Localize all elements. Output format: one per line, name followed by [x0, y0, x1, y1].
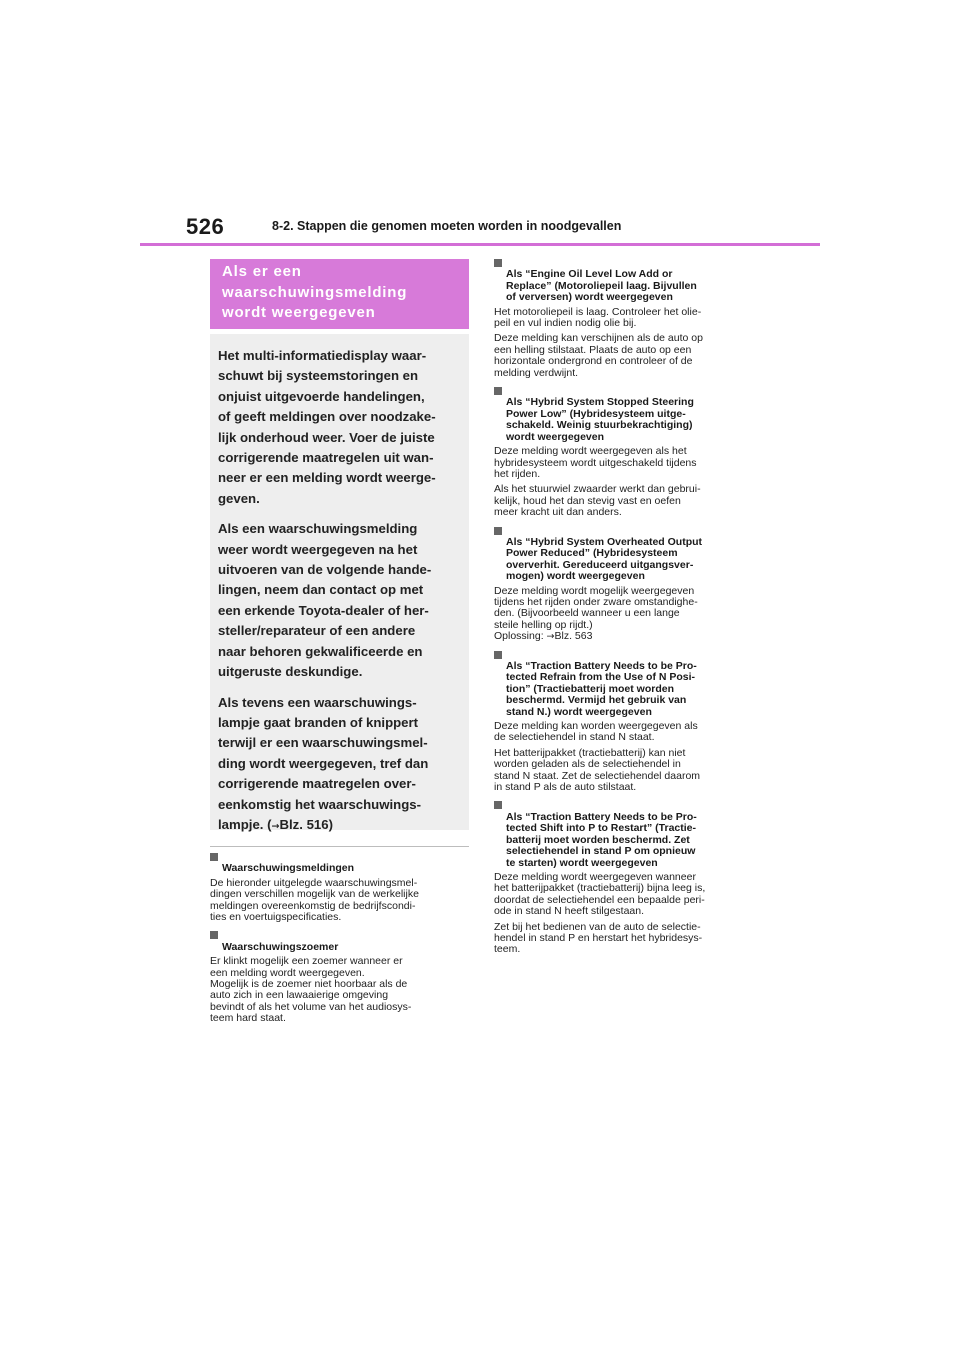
section-heading-traction-battery-n	[494, 650, 758, 718]
section-hybrid-stopped	[494, 386, 758, 518]
square-bullet-icon	[494, 651, 502, 659]
section-warning-buzzer	[210, 930, 472, 1024]
square-bullet-icon	[494, 527, 502, 535]
section-heading-engine-oil	[494, 258, 758, 304]
section-paragraph: Deze melding kan worden weergegeven als de selectiehendel in stand N staat.	[494, 720, 698, 744]
section-heading-traction-battery-p	[494, 800, 758, 868]
section-heading-text: Als “Hybrid System Stopped Steering Power Low” (Hybridesysteem uitge- schakeld. Weinig stuurbekrachtiging) wordt weergegeven	[506, 396, 694, 443]
section-body: De hieronder uitgelegde waarschuwingsmel- dingen verschillen mogelijk van de werkelijke meldingen overeenkomstig de bedrijfscondi- ties en voertuigspecificaties.	[210, 876, 419, 924]
right-column	[494, 258, 758, 963]
section-paragraph: Deze melding wordt weergegeven wanneer het batterijpakket (tractiebatterij) bijna leeg is, doordat de selectiehendel een bepaalde peri- ode in stand N heeft stilgestaan.	[494, 870, 706, 918]
section-hybrid-overheated	[494, 526, 758, 643]
section-warning-messages	[210, 852, 472, 923]
section-heading-text: Als “Traction Battery Needs to be Pro- tected Shift into P to Restart” (Tractie- batterij moet worden beschermd. Zet selectiehendel in stand P om opnieuw te starten) wordt weergegeven	[506, 810, 697, 869]
section-heading-hybrid-overheated	[494, 526, 758, 583]
chapter-title: 8-2. Stappen die genomen moeten worden in noodgevallen	[272, 219, 622, 233]
page-ref-arrow-icon: →	[546, 631, 555, 643]
section-paragraph	[494, 586, 758, 643]
header-divider	[140, 243, 820, 246]
square-bullet-icon	[494, 801, 502, 809]
page-ref-arrow-icon: →	[271, 820, 280, 832]
left-column	[210, 852, 472, 1032]
section-paragraph: Deze melding kan verschijnen als de auto op een helling stilstaat. Plaats de auto op een horizontale ondergrond en controleer of de melding verdwijnt.	[494, 332, 703, 379]
section-heading-box	[210, 259, 469, 329]
section-heading-text: Waarschuwingsmeldingen	[222, 862, 355, 875]
section-engine-oil	[494, 258, 758, 379]
square-bullet-icon	[210, 931, 218, 939]
section-heading-text: Als “Engine Oil Level Low Add or Replace” (Motoroliepeil laag. Bijvullen of verversen) wordt weergegeven	[506, 268, 697, 304]
square-bullet-icon	[494, 387, 502, 395]
section-traction-battery-n	[494, 650, 758, 794]
section-body: Er klinkt mogelijk een zoemer wanneer er een melding wordt weergegeven. Mogelijk is de zoemer niet hoorbaar als de auto zich in een lawaaierige omgeving bevindt of als het volume van het audiosys- teem hard staat.	[210, 955, 412, 1025]
intro-paragraph-2: Als een waarschuwingsmelding weer wordt weergegeven na het uitvoeren van de volgende hande- lingen, neem dan contact op met een erkende Toyota-dealer of her- steller/reparateur of een andere naar behoren gekwalificeerde en uitgeruste deskundige.	[218, 521, 432, 680]
section-heading-text: Waarschuwingszoemer	[222, 940, 339, 953]
intro-paragraph-3	[218, 693, 461, 838]
section-paragraph: Als het stuurwiel zwaarder werkt dan gebrui- kelijk, houd het dan stevig vast en oefen meer kracht uit dan anders.	[494, 483, 701, 519]
section-heading-text: Als “Traction Battery Needs to be Pro- tected Refrain from the Use of N Posi- tion” (Tractiebatterij moet worden beschermd. Vermijd het gebruik van stand N.) wordt weergegeven	[506, 660, 697, 718]
section-paragraph: Het batterijpakket (tractiebatterij) kan niet worden geladen als de selectiehendel in stand N staat. Zet de selectiehendel daarom in stand P als de auto stilstaat.	[494, 746, 701, 794]
intro-box	[210, 334, 469, 830]
section-paragraph: Deze melding wordt weergegeven als het hybridesysteem wordt uitgeschakeld tijdens het rijden.	[494, 445, 697, 480]
section-heading-text: Als “Hybrid System Overheated Output Power Reduced” (Hybridesysteem oververhit. Gereduceerd uitgangsver- mogen) wordt weergegeven	[506, 535, 703, 583]
page-number: 526	[186, 214, 225, 239]
section-traction-battery-p	[494, 800, 758, 955]
page-ref: Blz. 563	[554, 630, 593, 643]
section-paragraph: Zet bij het bedienen van de auto de selectie- hendel in stand P en herstart het hybridesys- teem.	[494, 920, 703, 956]
square-bullet-icon	[210, 853, 218, 861]
section-heading-warning-messages	[210, 852, 472, 875]
intro-paragraph-3-text: Als tevens een waarschuwings- lampje gaat branden of knippert terwijl er een waarschuwingsmel- ding wordt weergegeven, tref dan corrigerende maatregelen over- eenkomstig het waarschuwings- lampje. (	[218, 694, 429, 832]
section-heading-hybrid-stopped	[494, 386, 758, 443]
section-paragraph-text: Deze melding wordt mogelijk weergegeven tijdens het rijden onder zware omstandighe- den. (Bijvoorbeeld wanneer u een lange steile helling op rijdt.) Oplossing:	[494, 584, 698, 643]
left-divider	[210, 846, 469, 847]
section-heading: Als er een waarschuwingsmelding wordt weergegeven	[222, 263, 408, 321]
section-paragraph: Het motoroliepeil is laag. Controleer het olie- peil en vul indien nodig olie bij.	[494, 305, 702, 330]
intro-page-ref: Blz. 516)	[279, 816, 333, 832]
square-bullet-icon	[494, 259, 502, 267]
section-heading-warning-buzzer	[210, 930, 472, 953]
intro-paragraph-1: Het multi-informatiedisplay waar- schuwt bij systeemstoringen en onjuist uitgevoerde handelingen, of geeft meldingen over noodzake- lijk onderhoud weer. Voer de juiste corrigerende maatregelen uit wan- neer er een melding wordt weerge- geven.	[218, 348, 436, 506]
